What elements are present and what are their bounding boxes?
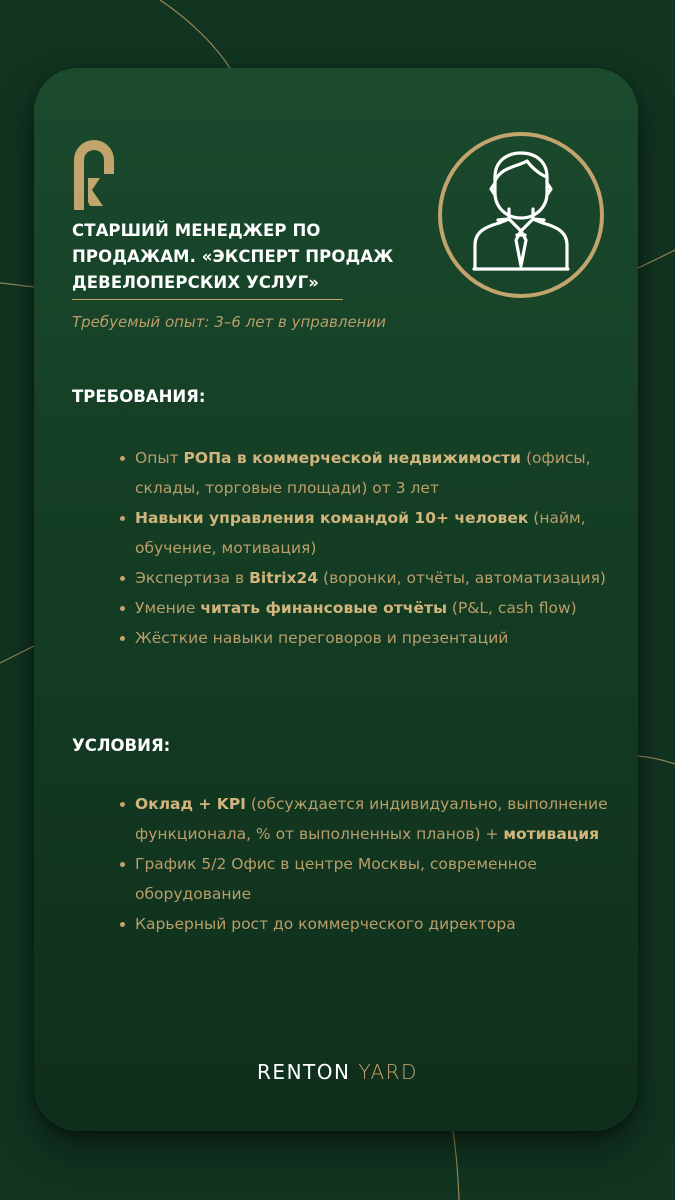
experience-note: Требуемый опыт: 3–6 лет в управлении (72, 313, 386, 331)
brand-part-1: RENTON (257, 1060, 351, 1084)
requirement-item: Опыт РОПа в коммерческой недвижимости (офисы, склады, торговые площади) от 3 лет (135, 443, 615, 503)
requirement-item: Навыки управления командой 10+ человек (найм, обучение, мотивация) (135, 503, 615, 563)
condition-item: График 5/2 Офис в центре Москвы, современное оборудование (135, 849, 615, 909)
condition-item: Оклад + KPI (обсуждается индивидуально, выполнение функционала, % от выполненных планов) + мотивация (135, 789, 615, 849)
requirements-list (135, 443, 615, 653)
requirement-item: Умение читать финансовые отчёты (P&L, cash flow) (135, 593, 615, 623)
job-title: СТАРШИЙ МЕНЕДЖЕР ПО ПРОДАЖАМ. «ЭКСПЕРТ ПРОДАЖ ДЕВЕЛОПЕРСКИХ УСЛУГ» (72, 221, 394, 292)
condition-item: Карьерный рост до коммерческого директора (135, 909, 615, 939)
requirement-item: Экспертиза в Bitrix24 (воронки, отчёты, автоматизация) (135, 563, 615, 593)
requirement-item: Жёсткие навыки переговоров и презентаций (135, 623, 615, 653)
title-divider (72, 299, 343, 300)
brand-wordmark (0, 1059, 675, 1085)
conditions-heading: УСЛОВИЯ: (72, 736, 171, 755)
renton-r-logo-icon (71, 134, 117, 210)
businessman-avatar-icon (437, 131, 605, 299)
conditions-list (135, 789, 615, 939)
brand-part-2: YARD (358, 1060, 418, 1084)
requirements-heading: ТРЕБОВАНИЯ: (72, 387, 206, 406)
